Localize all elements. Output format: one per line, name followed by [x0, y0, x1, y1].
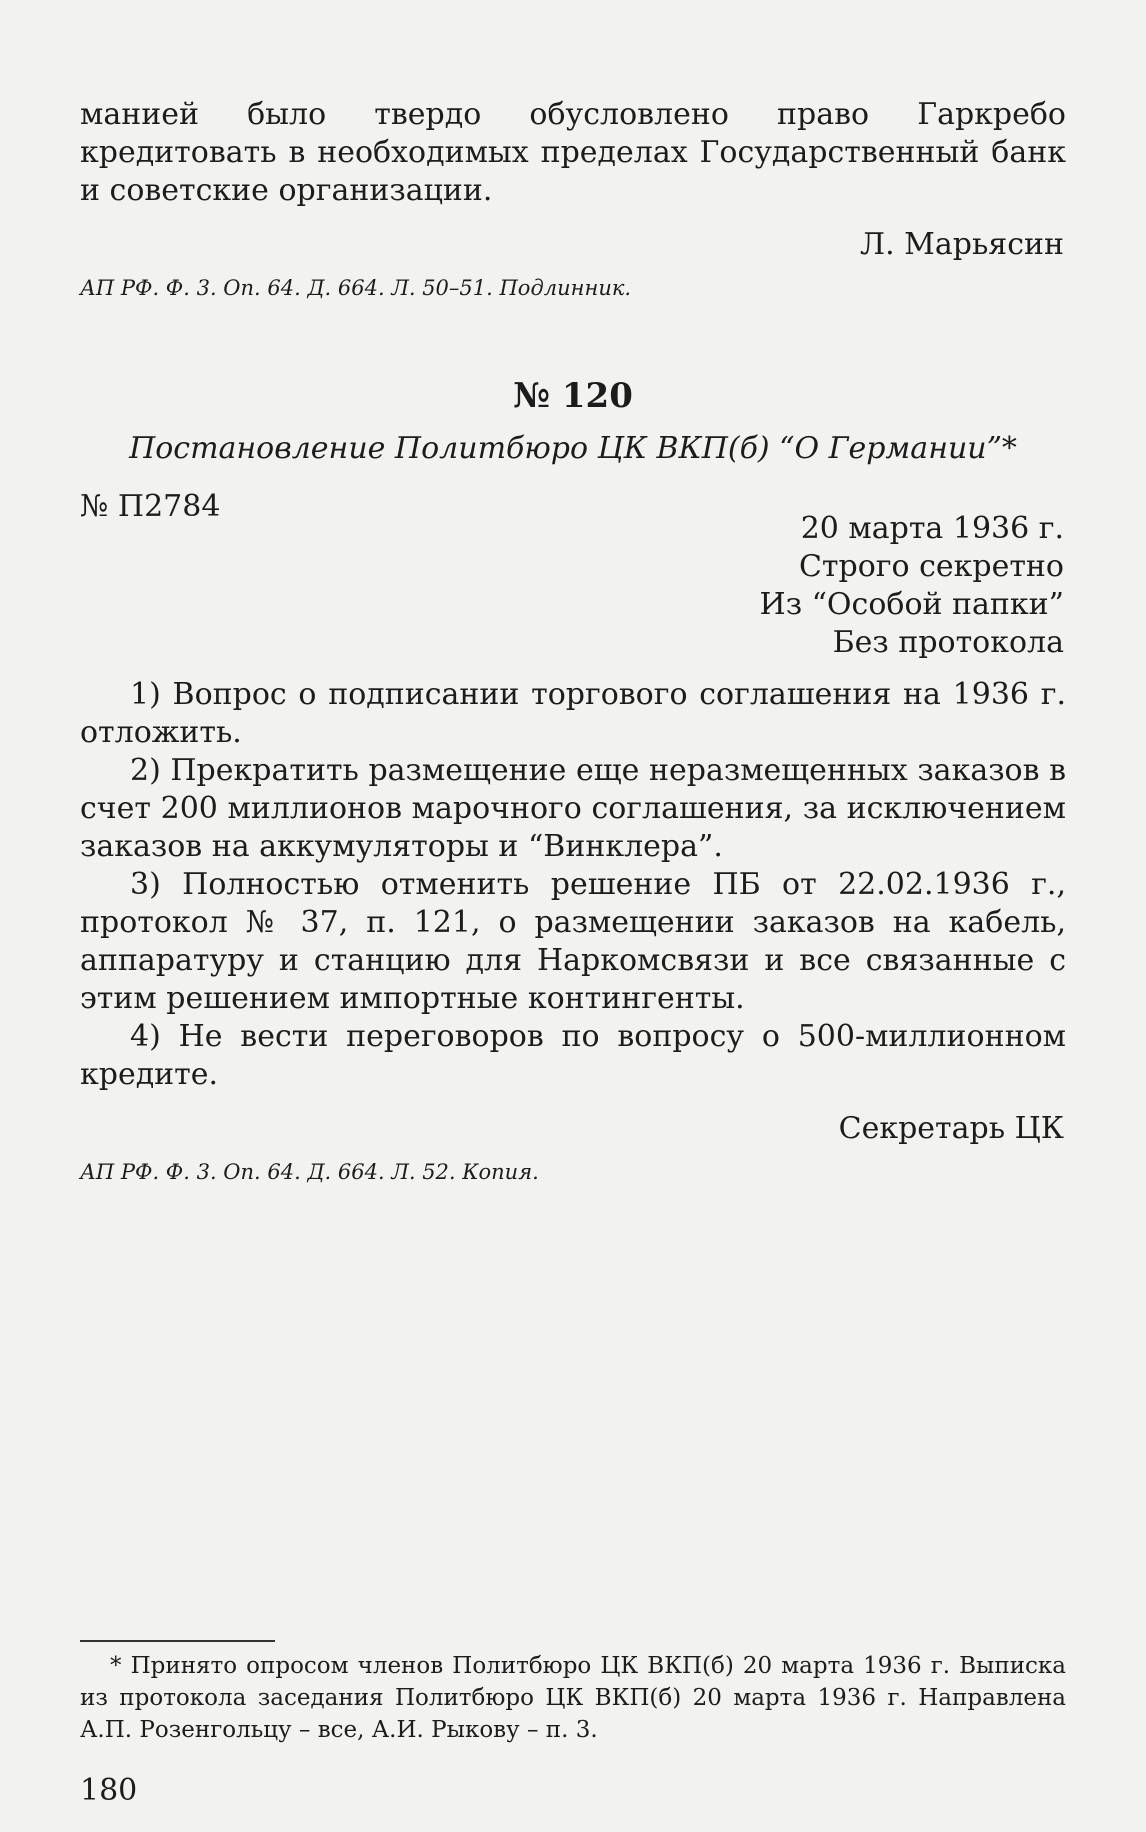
protocol-number: № П2784 [80, 489, 221, 524]
document-signature: Секретарь ЦК [838, 1111, 1064, 1146]
document-archive-source: АП РФ. Ф. 3. Оп. 64. Д. 664. Л. 52. Копия. [80, 1160, 539, 1184]
resolution-item-2: 2) Прекратить размещение еще неразмещенных заказов в счет 200 миллионов марочного соглашения, за исключением заказов на аккумуляторы и “Винклера”. [80, 753, 1066, 864]
continuation-paragraph: манией было твердо обусловлено право Гаркребо кредитовать в необходимых пределах Государственный банк и советские организации. [80, 97, 1066, 208]
footnote-divider [80, 1640, 275, 1642]
resolution-item-1: 1) Вопрос о подписании торгового соглашения на 1936 г. отложить. [80, 677, 1066, 750]
special-folder-label: Из “Особой папки” [759, 587, 1064, 622]
resolution-item-3: 3) Полностью отменить решение ПБ от 22.02.1936 г., протокол № 37, п. 121, о размещении заказов на кабель, аппаратуру и станцию для Наркомсвязи и все связанные с этим решением импортные контингенты. [80, 867, 1066, 1016]
document-date: 20 марта 1936 г. [800, 511, 1064, 546]
previous-archive-source: АП РФ. Ф. 3. Оп. 64. Д. 664. Л. 50–51. Подлинник. [80, 276, 632, 300]
no-protocol-label: Без протокола [832, 625, 1064, 660]
secrecy-label: Строго секретно [798, 549, 1064, 584]
document-number: № 120 [513, 376, 633, 416]
document-title: Постановление Политбюро ЦК ВКП(б) “О Германии”* [129, 431, 1017, 466]
footnote: * Принято опросом членов Политбюро ЦК ВКП(б) 20 марта 1936 г. Выписка из протокола заседания Политбюро ЦК ВКП(б) 20 марта 1936 г. Направлена А.П. Розенгольцу – все, А.И. Рыкову – п. 3. [80, 1653, 1066, 1743]
page-number: 180 [80, 1773, 138, 1808]
resolution-item-4: 4) Не вести переговоров по вопросу о 500-миллионном кредите. [80, 1019, 1066, 1092]
previous-signature: Л. Марьясин [860, 227, 1064, 262]
